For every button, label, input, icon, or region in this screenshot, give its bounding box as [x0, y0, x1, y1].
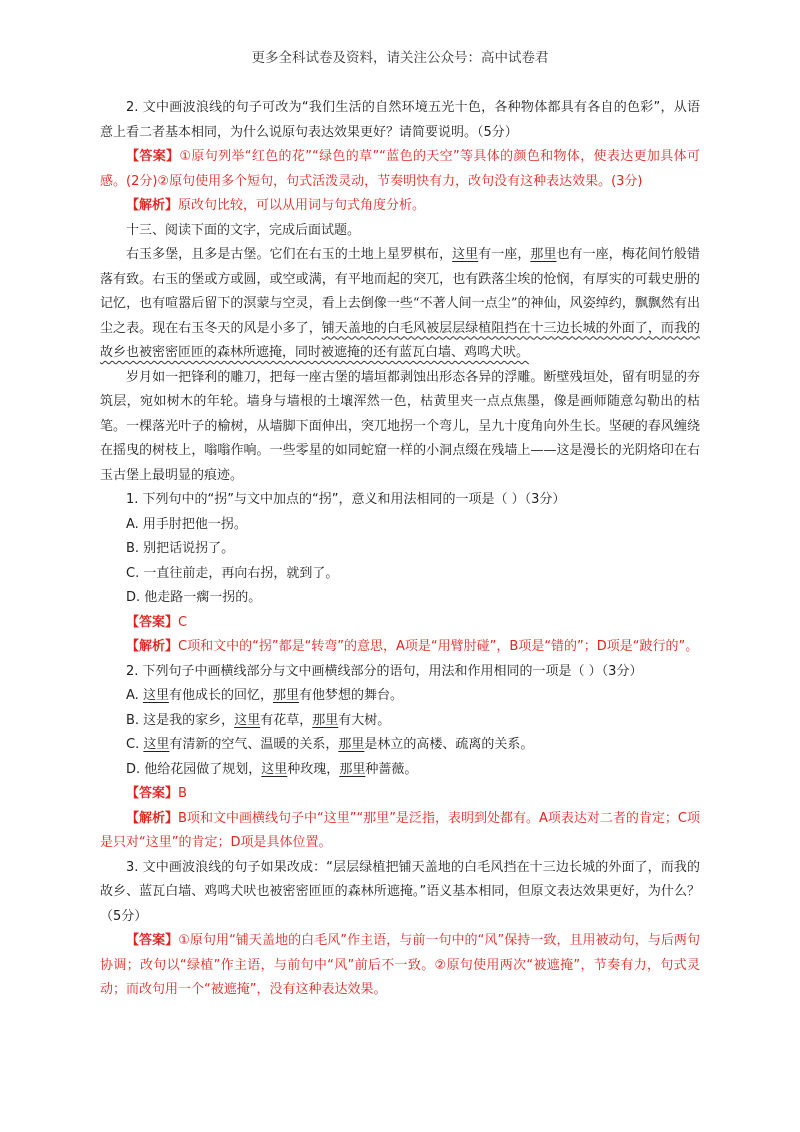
passage-text: 右玉多堡，且多是古堡。它们在右玉的土地上星罗棋布， — [126, 247, 453, 262]
underlined-zheli: 这里 — [261, 761, 288, 777]
underlined-nali: 那里 — [338, 737, 365, 752]
underlined-zheli: 这里 — [142, 688, 169, 703]
question-3-stem: 3. 文中画波浪线的句子如果改成：“层层绿植把铺天盖地的白毛风挡在十三边长城的外面了，而我的故乡、蓝瓦白墙、鸡鸣犬吠也被密密匝匝的森林所遮掩。”语义基本相同，但原文表达效果更好，为什么？（5分） — [100, 859, 700, 924]
question-2-answer — [100, 782, 700, 807]
answer-text: C — [178, 614, 188, 630]
option-text: 有清新的空气、温暖的关系， — [169, 737, 339, 752]
question-1-option-b: B. 别把话说拐了。 — [126, 541, 235, 556]
underlined-nali: 那里 — [530, 247, 557, 262]
question-2-stem: 2. 下列句子中画横线部分与文中画横线部分的语句，用法和作用相同的一项是（ ）（3分） — [126, 663, 643, 679]
underlined-zheli: 这里 — [143, 737, 170, 752]
answer-tag: 【答案】 — [126, 786, 179, 801]
question-1-analysis — [100, 635, 700, 660]
answer-tag: 【答案】 — [126, 933, 179, 948]
underlined-nali: 那里 — [312, 712, 339, 728]
section-title: 十三、阅读下面的文字，完成后面试题。 — [126, 222, 361, 238]
question-2-analysis — [100, 807, 700, 856]
underlined-nali: 那里 — [272, 688, 299, 703]
passage-paragraph-1 — [100, 243, 700, 366]
passage-text: 也有一座，梅花间竹般错落有致。右玉的堡或方或圆，或空或满，有平地而起的突兀，也有跌落尘埃的怆悯，有厚实的可载史册的记忆，也有喧嚣后留下的溟蒙与空灵，看上去倒像一些“不著人间一点尘”的神仙，风姿绰约，飘飘然有出尘之表。现在右玉冬天的风是小多了， — [100, 247, 700, 336]
answer-tag: 【答案】 — [126, 149, 180, 164]
question-2-option-c — [100, 733, 700, 758]
document-body — [100, 96, 700, 1003]
option-text: 有大树。 — [338, 712, 391, 728]
passage-text: 有一座， — [478, 247, 531, 262]
underlined-nali: 那里 — [339, 761, 366, 777]
option-text: 是林立的高楼、疏离的关系。 — [364, 737, 534, 752]
answer-tag: 【答案】 — [126, 614, 179, 630]
answer-text: ①原句用“铺天盖地的白毛风”作主语，与前一句中的“风”保持一致，且用被动句，与后两句协调；改句以“绿植”作主语，与前句中“风”前后不一致。②原句使用两次“被遮掩”，节奏有力，句式灵动；而改句用一个“被遮掩”，没有这种表达效果。 — [100, 933, 700, 997]
option-text: B. 这是我的家乡， — [126, 712, 235, 728]
question-2-option-d — [100, 758, 700, 783]
option-text: 有他梦想的舞台。 — [298, 688, 403, 703]
answer-text: ①原句列举“红色的花”“绿色的草”“蓝色的天空”等具体的颜色和物体，使表达更加具体可感。(2分)②原句使用多个短句，句式活泼灵动，节奏明快有力，改句没有这种表达效果。(3分) — [100, 149, 700, 189]
wavy-underlined-sentence: 铺天盖地的白毛风被层层绿植阻挡在十三边长城的外面了，而我的故乡也被密密匝匝的森林所遮掩，同时被遮掩的还有蓝瓦白墙、鸡鸣犬吠。 — [100, 320, 700, 360]
option-text: 种蔷薇。 — [365, 761, 418, 777]
option-text: 有花草， — [260, 712, 313, 728]
question-prev-2: 2. 文中画波浪线的句子可改为“我们生活的自然环境五光十色，各种物体都具有各自的色彩”，从语意上看二者基本相同，为什么说原句表达效果更好？请简要说明。（5分） — [100, 100, 700, 140]
analysis-text: 原改句比较，可以从用词与句式角度分析。 — [178, 198, 426, 213]
question-1-stem: 1. 下列句中的“拐”与文中加点的“拐”，意义和用法相同的一项是（ ）（3分） — [126, 492, 566, 507]
option-text: C. — [126, 737, 144, 752]
question-2-option-a — [100, 684, 700, 709]
question-1-option-a: A. 用手肘把他一拐。 — [126, 516, 247, 532]
question-2-option-b — [100, 709, 700, 734]
passage-paragraph-2: 岁月如一把锋利的雕刀，把每一座古堡的墙垣都剥蚀出形态各异的浮雕。断壁残垣处，留有明显的夯筑层，宛如树木的年轮。墙身与墙根的土壤浑然一色，枯黄里夹一点点焦墨，像是画师随意勾勒出的枯笔。一棵落光叶子的榆树，从墙脚下面伸出，突兀地拐一个弯儿，呈九十度角向外生长。坚硬的春风缠绕在摇曳的树枝上，嗡嗡作响。一些零星的如同蛇窟一样的小洞点缀在残墙上——这是漫长的光阴烙印在右玉古堡上最明显的痕迹。 — [100, 369, 700, 483]
option-text: 有他成长的回忆， — [168, 688, 273, 703]
analysis-tag: 【解析】 — [126, 639, 179, 654]
answer-text: B — [178, 786, 187, 801]
question-1-option-d: D. 他走路一瘸一拐的。 — [126, 590, 262, 605]
option-text: D. 他给花园做了规划， — [126, 761, 262, 777]
option-text: 种玫瑰， — [287, 761, 340, 777]
analysis-text: B项和文中画横线句子中“这里”“那里”是泛指，表明到处都有。A项表达对二者的肯定；C项是只对“这里”的肯定；D项是具体位置。 — [100, 810, 700, 850]
question-1-answer — [100, 611, 700, 636]
question-1-option-c: C. 一直往前走，再向右拐，就到了。 — [126, 565, 339, 581]
page-header: 更多全科试卷及资料，请关注公众号：高中试卷君 — [251, 50, 549, 66]
analysis-text: C项和文中的“拐”都是“转弯”的意思，A项是“用臂肘碰”，B项是“错的”；D项是“跛行的”。 — [178, 639, 699, 654]
question-3-answer — [100, 929, 700, 1003]
option-text: A. — [126, 688, 143, 703]
analysis-tag: 【解析】 — [126, 198, 179, 213]
underlined-zheli: 这里 — [234, 712, 261, 728]
analysis-tag: 【解析】 — [126, 810, 179, 826]
analysis-prev-2 — [100, 194, 700, 219]
underlined-zheli: 这里 — [452, 247, 479, 262]
answer-prev-2 — [100, 145, 700, 194]
